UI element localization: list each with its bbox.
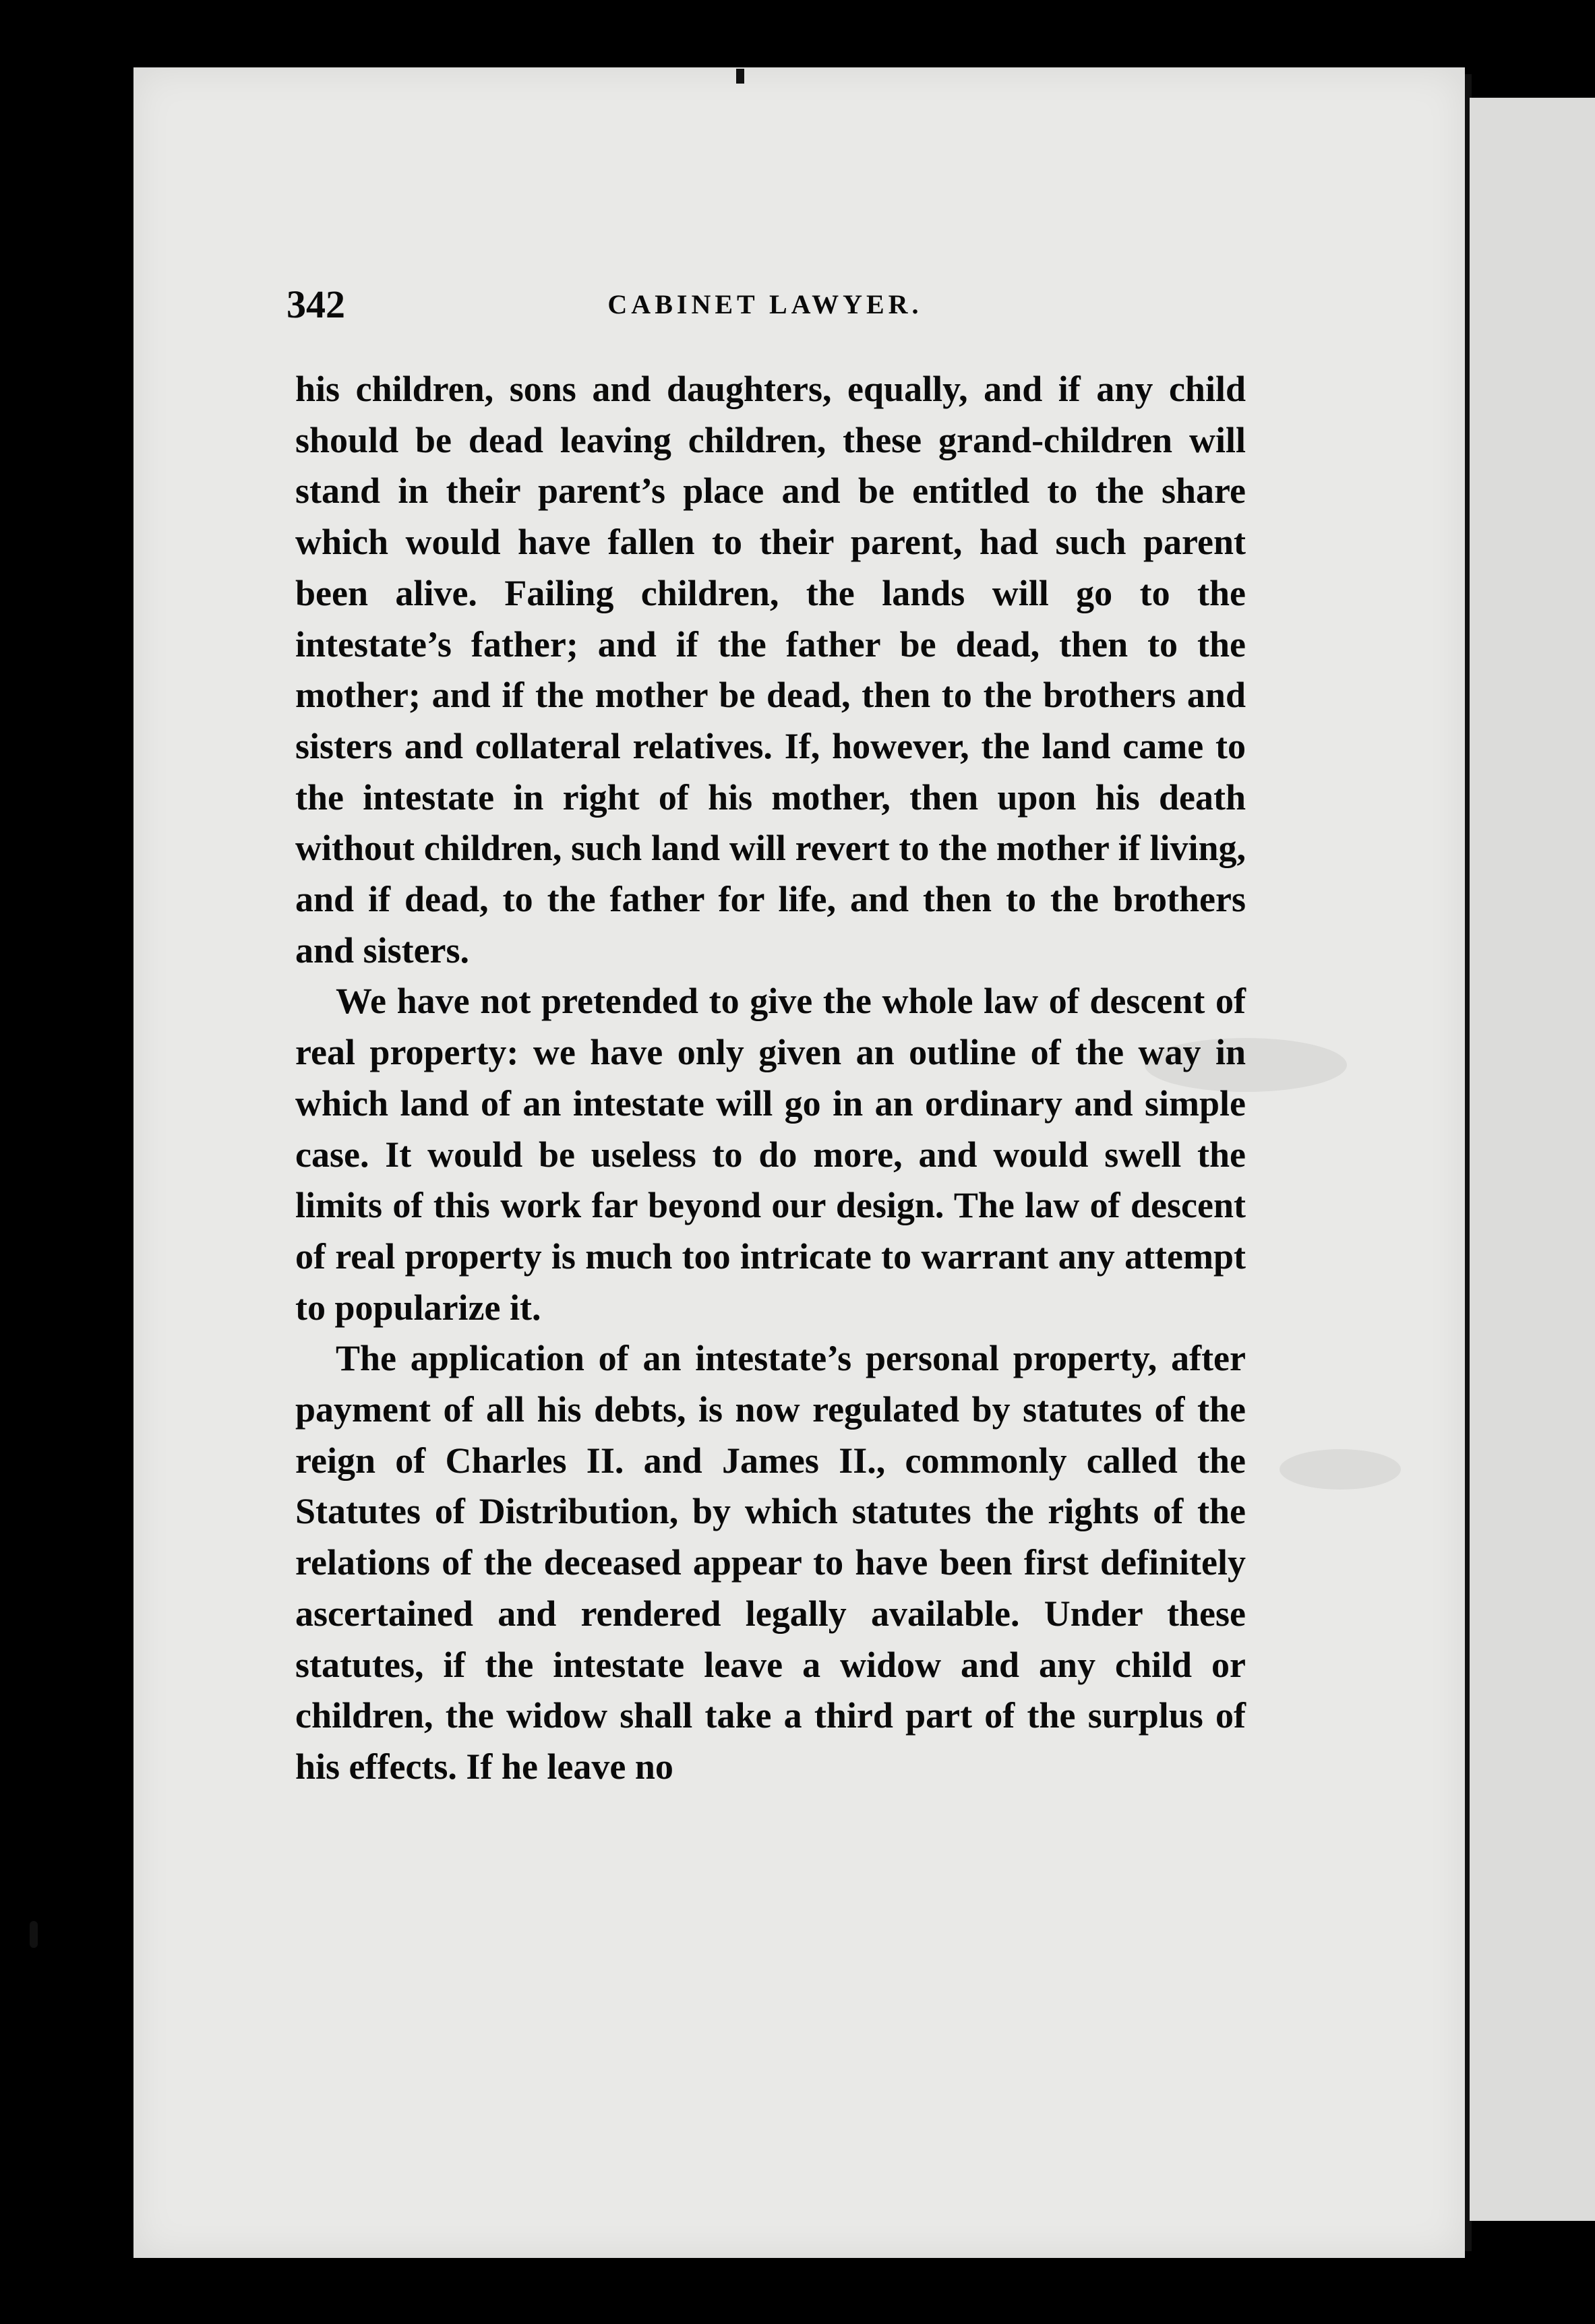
body-text — [295, 364, 1246, 1793]
margin-mark — [30, 1921, 38, 1948]
facing-page — [1470, 98, 1595, 2221]
page-number: 342 — [287, 282, 345, 326]
paragraph-1: his children, sons and daughters, equally, and if any child should be dead leaving children, these grand-children will stand in their parent’s place and be entitled to the share which would have fallen to their parent, had such parent been alive. Failing children, the lands will go to the intestate’s father; and if the father be dead, then to the mother; and if the mother be dead, then to the brothers and sisters and collateral relatives. If, however, the land came to the intestate in right of his mother, then upon his death without children, such land will revert to the mother if living, and if dead, to the father for life, and then to the brothers and sisters. — [295, 369, 1246, 971]
page-header — [287, 276, 1244, 337]
scan-speck — [736, 69, 744, 84]
running-head: CABINET LAWYER. — [607, 289, 923, 319]
bleed-through-smudge — [1280, 1449, 1401, 1490]
paragraph-3: The application of an intestate’s personal property, after payment of all his debts, is now regulated by statutes of the reign of Charles II. and James II., commonly called the Statutes of Distribution, by which statutes the rights of the relations of the deceased appear to have been first definitely ascertained and rendered legally available. Under these statutes, if the intestate leave a widow and any child or children, the widow shall take a third part of the surplus of his effects. If he leave no — [295, 1338, 1246, 1787]
paragraph-2: We have not pretended to give the whole law of descent of real property: we have only given an outline of the way in which land of an intestate will go in an ordinary and simple case. It would be useless to do more, and would swell the limits of this work far beyond our design. The law of descent of real property is much too intricate to warrant any attempt to popularize it. — [295, 981, 1246, 1328]
